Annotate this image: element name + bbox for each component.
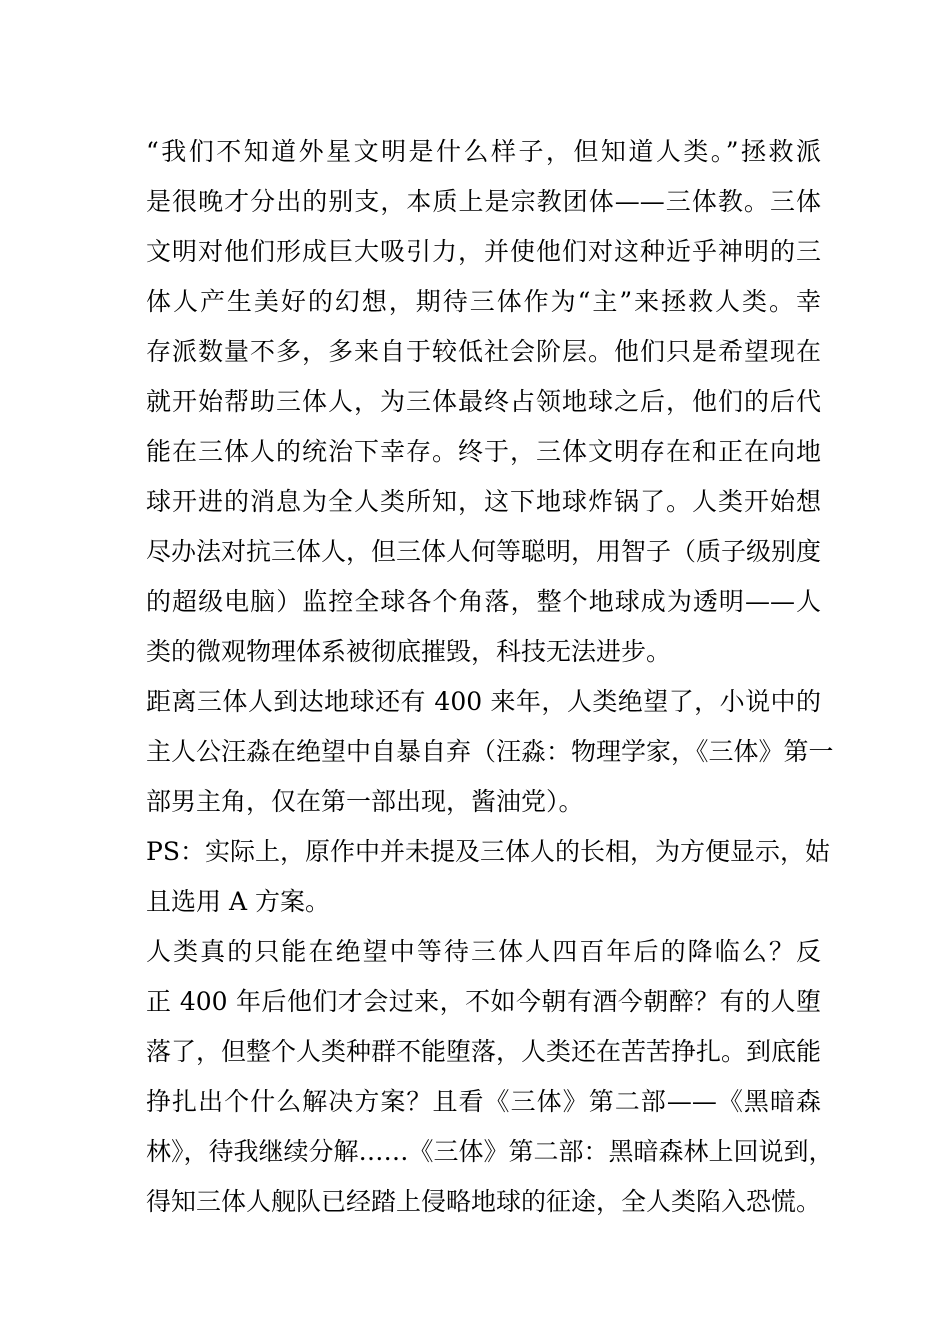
text-line: 挣扎出个什么解决方案？且看《三体》第二部——《黑暗森 (146, 1087, 821, 1116)
text-line: 是很晚才分出的别支，本质上是宗教团体——三体教。三体 (146, 187, 821, 216)
paragraph-3 (146, 827, 830, 927)
text-line: 距离三体人到达地球还有 400 来年，人类绝望了，小说中的 (146, 687, 821, 716)
document-body (146, 127, 834, 1227)
text-line: PS：实际上，原作中并未提及三体人的长相，为方便显示，姑 (146, 837, 830, 866)
text-line: 得知三体人舰队已经踏上侵略地球的征途，全人类陷入恐慌。 (146, 1187, 822, 1216)
text-line: 部男主角，仅在第一部出现，酱油党）。 (146, 787, 584, 816)
paragraph-2 (146, 677, 834, 827)
text-line: 球开进的消息为全人类所知，这下地球炸锅了。人类开始想 (146, 487, 821, 516)
text-line: 类的微观物理体系被彻底摧毁，科技无法进步。 (146, 637, 672, 666)
paragraph-1 (146, 127, 821, 677)
text-line: 文明对他们形成巨大吸引力，并使他们对这种近乎神明的三 (146, 237, 821, 266)
text-line: 正 400 年后他们才会过来，不如今朝有酒今朝醉？有的人堕 (146, 987, 821, 1016)
text-line: 人类真的只能在绝望中等待三体人四百年后的降临么？反 (146, 937, 821, 966)
text-line: 落了，但整个人类种群不能堕落，人类还在苦苦挣扎。到底能 (146, 1037, 822, 1066)
paragraph-4 (146, 927, 834, 1227)
text-line: 尽办法对抗三体人，但三体人何等聪明，用智子（质子级别度 (146, 537, 822, 566)
text-line: “我们不知道外星文明是什么样子，但知道人类。”拯救派 (146, 137, 821, 166)
text-line: 体人产生美好的幻想，期待三体作为“主”来拯救人类。幸 (146, 287, 821, 316)
text-line: 林》，待我继续分解……《三体》第二部：黑暗森林上回说到， (146, 1137, 834, 1166)
text-line: 且选用 A 方案。 (146, 887, 330, 916)
text-line: 就开始帮助三体人，为三体最终占领地球之后，他们的后代 (146, 387, 821, 416)
text-line: 存派数量不多，多来自于较低社会阶层。他们只是希望现在 (146, 337, 821, 366)
text-line: 的超级电脑）监控全球各个角落，整个地球成为透明——人 (146, 587, 821, 616)
text-line: 能在三体人的统治下幸存。终于，三体文明存在和正在向地 (146, 437, 821, 466)
text-line: 主人公汪淼在绝望中自暴自弃（汪淼：物理学家，《三体》第一 (146, 737, 834, 766)
